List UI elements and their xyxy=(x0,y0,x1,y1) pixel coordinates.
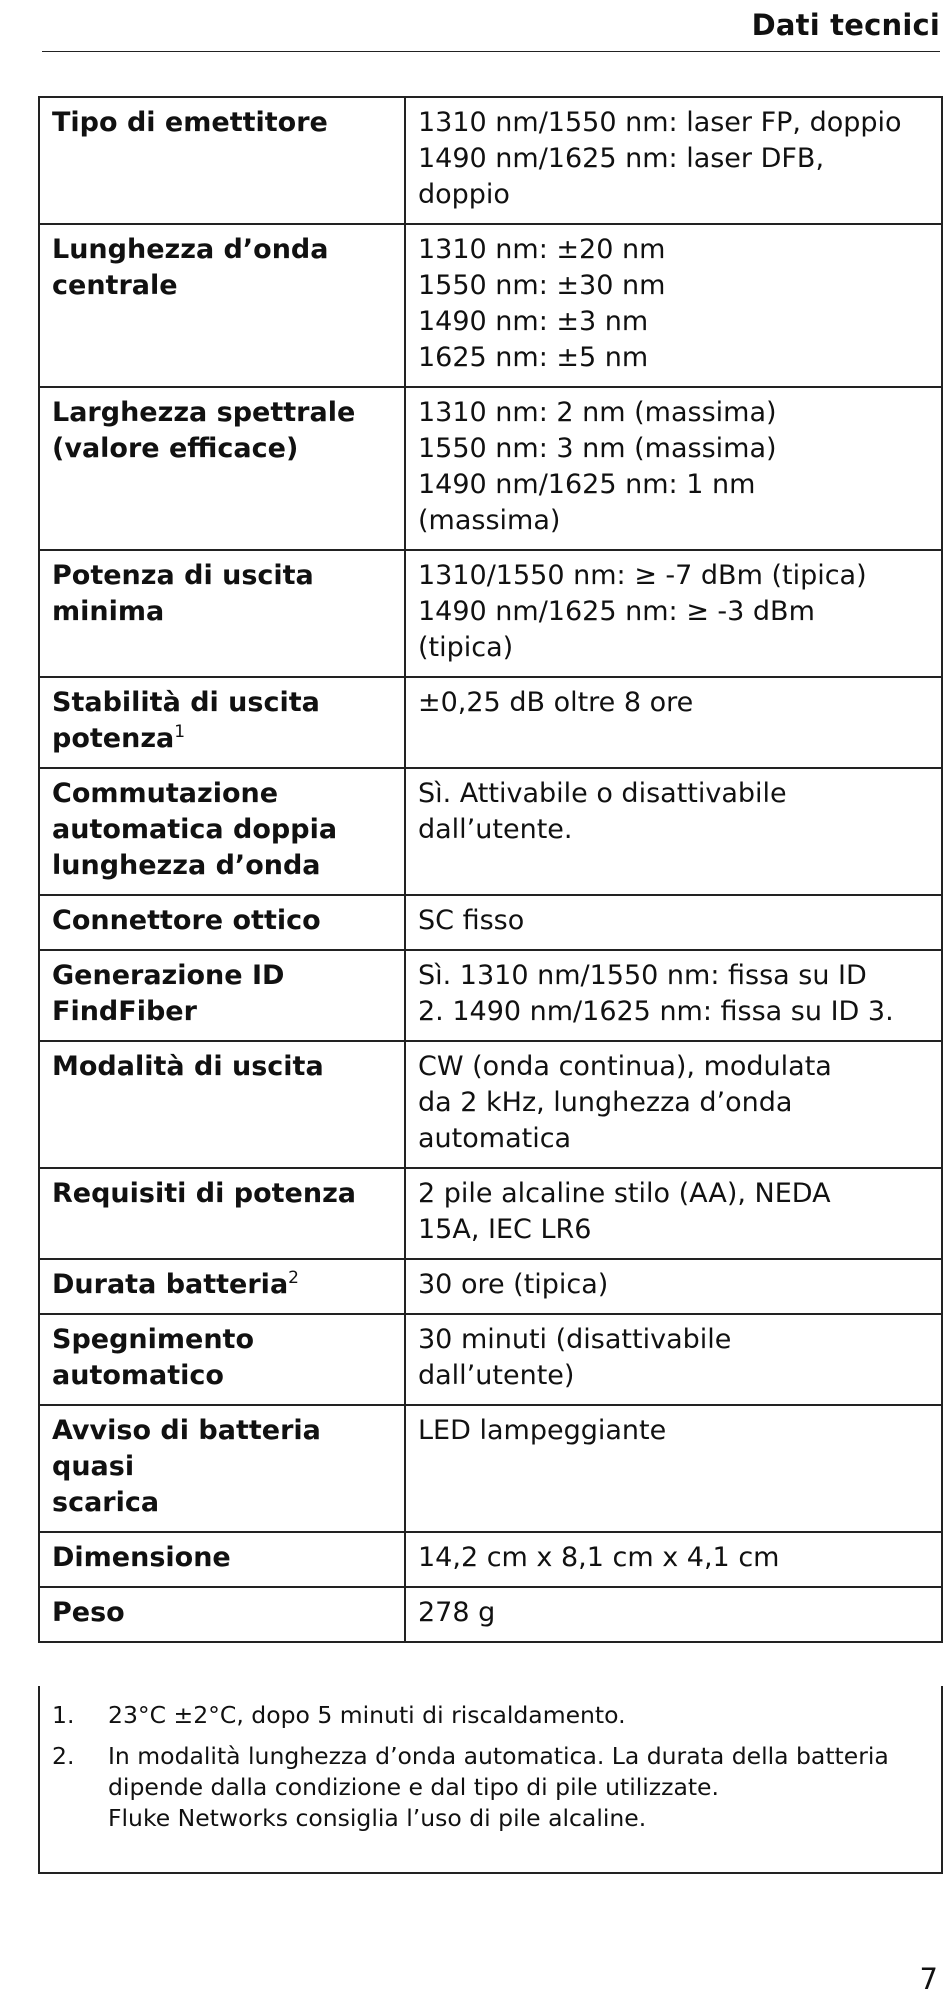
spec-value-line: 2. 1490 nm/1625 nm: fissa su ID 3. xyxy=(418,996,894,1027)
spec-label-line xyxy=(52,1485,392,1521)
spec-value xyxy=(405,1532,942,1587)
spec-label-text: potenza xyxy=(52,723,175,754)
spec-value-line: 1490 nm: ±3 nm xyxy=(418,306,649,337)
spec-value xyxy=(405,97,942,224)
spec-value-line: 1310 nm/1550 nm: laser FP, doppio xyxy=(418,107,902,138)
spec-value-line: da 2 kHz, lunghezza d’onda xyxy=(418,1087,793,1118)
page-number: 7 xyxy=(919,1962,938,1996)
spec-label-text: Tipo di emettitore xyxy=(52,107,328,138)
spec-value-line: 30 minuti (disattivabile xyxy=(418,1324,732,1355)
spec-value xyxy=(405,224,942,387)
spec-value-line: 15A, IEC LR6 xyxy=(418,1214,592,1245)
spec-value xyxy=(405,1314,942,1405)
spec-row xyxy=(39,1259,942,1314)
spec-row xyxy=(39,1314,942,1405)
section-title: Dati tecnici xyxy=(751,8,940,42)
spec-value-line: 1310/1550 nm: ≥ -7 dBm (tipica) xyxy=(418,560,867,591)
spec-row xyxy=(39,677,942,768)
spec-label xyxy=(39,1259,405,1314)
spec-label-line xyxy=(52,594,392,630)
spec-label-line xyxy=(52,1540,392,1576)
spec-label-text: Peso xyxy=(52,1597,125,1628)
spec-label-text: FindFiber xyxy=(52,996,197,1027)
spec-label xyxy=(39,768,405,895)
footnote xyxy=(52,1700,927,1731)
spec-label-text: Larghezza spettrale xyxy=(52,397,356,428)
spec-label-line xyxy=(52,1595,392,1631)
spec-label-line xyxy=(52,1049,392,1085)
spec-value-line: automatica xyxy=(418,1123,572,1154)
footnotes-box xyxy=(38,1686,943,1874)
spec-value-line: dall’utente) xyxy=(418,1360,575,1391)
spec-value-line: 30 ore (tipica) xyxy=(418,1269,609,1300)
spec-value xyxy=(405,1587,942,1642)
spec-label xyxy=(39,1532,405,1587)
spec-value xyxy=(405,895,942,950)
spec-value-line: 1490 nm/1625 nm: laser DFB, xyxy=(418,143,825,174)
spec-label-text: lunghezza d’onda xyxy=(52,850,321,881)
spec-label-line xyxy=(52,776,392,812)
spec-value-line: 1550 nm: 3 nm (massima) xyxy=(418,433,777,464)
footnote-ref: 2 xyxy=(288,1268,299,1288)
footnote-text xyxy=(108,1741,927,1834)
spec-label-text: Requisiti di potenza xyxy=(52,1178,357,1209)
spec-label-line xyxy=(52,395,392,431)
spec-label-text: Commutazione xyxy=(52,778,279,809)
spec-label-line xyxy=(52,903,392,939)
spec-row xyxy=(39,224,942,387)
spec-label-text: (valore efficace) xyxy=(52,433,299,464)
spec-label-line xyxy=(52,232,392,268)
footnote-number: 2. xyxy=(52,1742,75,1770)
spec-label-line xyxy=(52,958,392,994)
header-divider xyxy=(42,51,940,52)
spec-value-line: dall’utente. xyxy=(418,814,573,845)
spec-label-line xyxy=(52,1267,392,1303)
spec-label-line xyxy=(52,721,392,757)
spec-value xyxy=(405,950,942,1041)
spec-value-line: doppio xyxy=(418,179,510,210)
spec-value-line: LED lampeggiante xyxy=(418,1415,667,1446)
spec-label-line xyxy=(52,268,392,304)
spec-label-text: Spegnimento xyxy=(52,1324,255,1355)
spec-value-line: 1310 nm: 2 nm (massima) xyxy=(418,397,777,428)
spec-label xyxy=(39,950,405,1041)
spec-label xyxy=(39,97,405,224)
footnote-line: dipende dalla condizione e dal tipo di pile utilizzate. xyxy=(108,1773,719,1801)
spec-label-text: automatico xyxy=(52,1360,224,1391)
spec-table xyxy=(38,96,943,1643)
spec-row xyxy=(39,1168,942,1259)
spec-row xyxy=(39,97,942,224)
footnote-line: In modalità lunghezza d’onda automatica. La durata della batteria xyxy=(108,1742,889,1770)
spec-label-text: Modalità di uscita xyxy=(52,1051,324,1082)
spec-label xyxy=(39,1587,405,1642)
spec-row xyxy=(39,550,942,677)
spec-row xyxy=(39,768,942,895)
spec-label-text: Dimensione xyxy=(52,1542,231,1573)
spec-value-line: 14,2 cm x 8,1 cm x 4,1 cm xyxy=(418,1542,780,1573)
spec-label-line xyxy=(52,105,392,141)
spec-label-line xyxy=(52,1176,392,1212)
spec-label-line xyxy=(52,1413,392,1485)
spec-label-text: Potenza di uscita xyxy=(52,560,314,591)
spec-label-text: Connettore ottico xyxy=(52,905,321,936)
spec-row xyxy=(39,387,942,550)
spec-label-text: Lunghezza d’onda xyxy=(52,234,329,265)
spec-value-line: 278 g xyxy=(418,1597,496,1628)
spec-row xyxy=(39,895,942,950)
spec-value-line: 1490 nm/1625 nm: 1 nm xyxy=(418,469,756,500)
spec-value-line: Sì. 1310 nm/1550 nm: fissa su ID xyxy=(418,960,867,991)
footnote xyxy=(52,1741,927,1834)
spec-label-text: automatica doppia xyxy=(52,814,338,845)
spec-label-text: Durata batteria xyxy=(52,1269,289,1300)
spec-label-line xyxy=(52,848,392,884)
spec-label xyxy=(39,1314,405,1405)
spec-row xyxy=(39,1532,942,1587)
footnote-number: 1. xyxy=(52,1701,75,1729)
footnote-ref: 1 xyxy=(174,722,186,742)
spec-value xyxy=(405,768,942,895)
spec-value xyxy=(405,1041,942,1168)
spec-value xyxy=(405,677,942,768)
spec-value xyxy=(405,387,942,550)
spec-label xyxy=(39,224,405,387)
spec-label xyxy=(39,550,405,677)
spec-label-line xyxy=(52,685,392,721)
spec-label xyxy=(39,387,405,550)
spec-row xyxy=(39,1041,942,1168)
spec-value-line: 1550 nm: ±30 nm xyxy=(418,270,666,301)
spec-value xyxy=(405,1259,942,1314)
spec-label xyxy=(39,1168,405,1259)
spec-label-text: Stabilità di uscita xyxy=(52,687,320,718)
spec-label xyxy=(39,677,405,768)
footnote-line: Fluke Networks consiglia l’uso di pile alcaline. xyxy=(108,1804,647,1832)
spec-label-text: scarica xyxy=(52,1487,160,1518)
spec-value-line: SC fisso xyxy=(418,905,525,936)
footnote-text xyxy=(108,1700,927,1731)
spec-value xyxy=(405,550,942,677)
spec-row xyxy=(39,950,942,1041)
spec-label-line xyxy=(52,1322,392,1358)
spec-label-text: Avviso di batteria quasi xyxy=(52,1415,321,1482)
spec-label-line xyxy=(52,431,392,467)
spec-value xyxy=(405,1168,942,1259)
spec-label-line xyxy=(52,1358,392,1394)
footnote-line: 23°C ±2°C, dopo 5 minuti di riscaldamento. xyxy=(108,1701,626,1729)
spec-label-text: Generazione ID xyxy=(52,960,285,991)
spec-label-line xyxy=(52,994,392,1030)
spec-value xyxy=(405,1405,942,1532)
spec-row xyxy=(39,1587,942,1642)
spec-value-line: (massima) xyxy=(418,505,561,536)
spec-value-line: CW (onda continua), modulata xyxy=(418,1051,832,1082)
spec-value-line: 1490 nm/1625 nm: ≥ -3 dBm xyxy=(418,596,815,627)
spec-row xyxy=(39,1405,942,1532)
spec-label-line xyxy=(52,558,392,594)
spec-value-line: Sì. Attivabile o disattivabile xyxy=(418,778,787,809)
spec-label-text: minima xyxy=(52,596,165,627)
spec-label-line xyxy=(52,812,392,848)
spec-value-line: 2 pile alcaline stilo (AA), NEDA xyxy=(418,1178,831,1209)
spec-value-line: (tipica) xyxy=(418,632,514,663)
spec-label-text: centrale xyxy=(52,270,178,301)
spec-label xyxy=(39,1405,405,1532)
spec-value-line: 1310 nm: ±20 nm xyxy=(418,234,666,265)
spec-value-line: 1625 nm: ±5 nm xyxy=(418,342,649,373)
spec-label xyxy=(39,1041,405,1168)
spec-label xyxy=(39,895,405,950)
spec-value-line: ±0,25 dB oltre 8 ore xyxy=(418,687,694,718)
